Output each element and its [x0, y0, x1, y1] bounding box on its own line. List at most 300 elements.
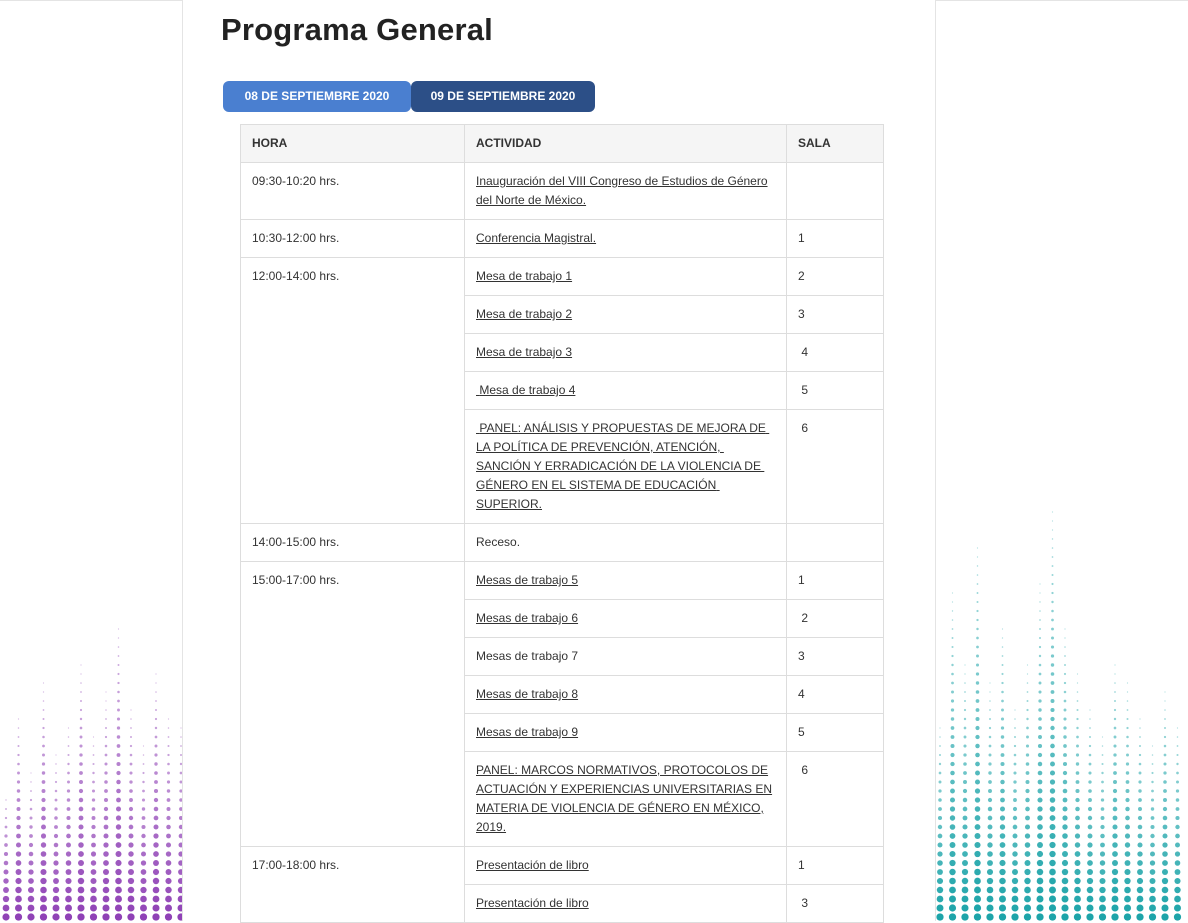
- decorative-dot: [950, 806, 955, 811]
- decorative-dot: [1063, 780, 1067, 784]
- decorative-dot: [116, 798, 121, 803]
- decorative-dot: [91, 825, 95, 829]
- decorative-dot: [952, 637, 954, 639]
- decorative-dot: [154, 807, 159, 812]
- decorative-dot: [15, 905, 22, 912]
- decorative-dot: [1013, 834, 1018, 839]
- decorative-dot: [1052, 556, 1054, 558]
- decorative-dot: [1149, 887, 1155, 893]
- hora-cell: 15:00-17:00 hrs.: [241, 562, 465, 847]
- decorative-dot: [976, 655, 979, 658]
- decorative-dot: [1138, 825, 1143, 830]
- actividad-cell: [465, 885, 787, 923]
- decorative-dot: [1138, 816, 1142, 820]
- decorative-dot: [1137, 869, 1143, 875]
- decorative-dot: [1052, 574, 1054, 576]
- decorative-dot: [2, 913, 9, 920]
- decorative-dot: [936, 913, 943, 920]
- decorative-dot: [1125, 807, 1129, 811]
- decorative-dot: [129, 816, 133, 820]
- decorative-dot: [167, 772, 170, 775]
- actividad-cell: [465, 220, 787, 258]
- activity-link[interactable]: Inauguración del VIII Congreso de Estudios de Género del Norte de México.: [476, 174, 768, 207]
- decorative-dot: [1051, 663, 1054, 666]
- decorative-dot: [154, 753, 157, 756]
- decorative-dot: [950, 753, 954, 757]
- decorative-dot: [29, 825, 32, 828]
- decorative-dots-purple: [0, 621, 184, 921]
- decorative-dot: [1049, 860, 1056, 867]
- decorative-dot: [105, 691, 106, 692]
- decorative-dot: [80, 682, 82, 684]
- decorative-dot: [1099, 878, 1105, 884]
- decorative-dot: [1114, 736, 1117, 739]
- decorative-dot: [963, 780, 967, 784]
- actividad-cell: [465, 372, 787, 410]
- decorative-dot: [167, 763, 170, 766]
- decorative-dot: [1126, 771, 1129, 774]
- decorative-dot: [975, 779, 980, 784]
- decorative-dot: [130, 745, 132, 747]
- decorative-dot: [1174, 878, 1180, 884]
- decorative-dot: [939, 736, 941, 738]
- decorative-dot: [1077, 709, 1079, 711]
- decorative-dot: [67, 789, 70, 792]
- decorative-dot: [1038, 699, 1041, 702]
- decorative-dot: [1051, 637, 1054, 640]
- decorative-dot: [1049, 913, 1056, 920]
- decorative-dot: [129, 771, 132, 774]
- decorative-dot: [168, 727, 170, 729]
- decorative-dot: [118, 655, 120, 657]
- decorative-dot: [129, 780, 132, 783]
- decorative-dot: [91, 860, 96, 865]
- decorative-dot: [1163, 807, 1167, 811]
- decorative-dot: [987, 878, 993, 884]
- decorative-dot: [951, 744, 955, 748]
- decorative-dot: [977, 565, 978, 566]
- decorative-dot: [1139, 727, 1141, 729]
- decorative-dot: [165, 913, 172, 920]
- activity-link[interactable]: Mesas de trabajo 6: [476, 611, 579, 625]
- decorative-dot: [105, 727, 107, 729]
- decorative-dot: [28, 905, 35, 912]
- decorative-dot: [1088, 789, 1092, 793]
- sala-cell: 3: [787, 885, 884, 923]
- sala-cell: 1: [787, 562, 884, 600]
- activity-link[interactable]: Mesa de trabajo 3: [476, 345, 573, 359]
- decorative-dot: [1114, 709, 1116, 711]
- activity-link[interactable]: PANEL: ANÁLISIS Y PROPUESTAS DE MEJORA DE LA POLÍTICA DE PREVENCIÓN, ATENCIÓN, SANCIÓN Y ERRADICACIÓN DE LA VIOLENCIA DE GÉNERO EN EL SISTEMA DE EDUCACIÓN SUPERIOR.: [476, 421, 770, 511]
- decorative-dot: [102, 904, 109, 911]
- decorative-dot: [166, 834, 171, 839]
- decorative-dot: [1089, 763, 1092, 766]
- decorative-dot: [1063, 753, 1067, 757]
- decorative-dot: [1014, 709, 1015, 710]
- decorative-dot: [1100, 825, 1104, 829]
- decorative-dot: [1000, 842, 1006, 848]
- decorative-dot: [949, 896, 956, 903]
- decorative-dot: [988, 762, 991, 765]
- table-row: [241, 163, 884, 220]
- decorative-dot: [129, 789, 133, 793]
- decorative-dot: [1101, 798, 1104, 801]
- decorative-dot: [128, 896, 135, 903]
- decorative-dot: [1175, 825, 1179, 829]
- decorative-dot: [104, 825, 109, 830]
- decorative-dot: [68, 727, 69, 728]
- decorative-dot: [4, 870, 9, 875]
- decorative-dot: [16, 834, 21, 839]
- decorative-dot: [5, 799, 6, 800]
- activity-link[interactable]: Presentación de libro: [476, 896, 589, 910]
- decorative-dot: [1164, 727, 1166, 729]
- decorative-dot: [1014, 718, 1016, 720]
- decorative-dot: [65, 887, 71, 893]
- decorative-dot: [1026, 744, 1029, 747]
- decorative-dot: [103, 869, 109, 875]
- decorative-dot: [1038, 753, 1042, 757]
- decorative-dot: [55, 799, 58, 802]
- decorative-dot: [937, 860, 943, 866]
- decorative-dot: [1000, 780, 1004, 784]
- decorative-dot: [155, 745, 158, 748]
- decorative-dot: [1125, 798, 1129, 802]
- decorative-dot: [142, 807, 145, 810]
- decorative-dot: [77, 913, 84, 920]
- activity-link[interactable]: Mesas de trabajo 8: [476, 687, 579, 701]
- sala-cell: 6: [787, 752, 884, 847]
- tab-09-septiembre[interactable]: 09 DE SEPTIEMBRE 2020: [411, 81, 595, 112]
- decorative-dot: [143, 763, 145, 765]
- decorative-dot: [1161, 904, 1168, 911]
- decorative-dot: [1087, 896, 1094, 903]
- decorative-dot: [130, 727, 132, 729]
- decorative-dot: [986, 904, 993, 911]
- decorative-dot: [1074, 896, 1081, 903]
- decorative-dot: [17, 807, 21, 811]
- decorative-dot: [974, 878, 981, 885]
- decorative-dot: [80, 691, 82, 693]
- decorative-dot: [950, 842, 956, 848]
- decorative-dot: [952, 610, 953, 611]
- decorative-dot: [989, 718, 991, 720]
- activity-link[interactable]: Mesa de trabajo 4: [476, 383, 576, 397]
- decorative-dot: [1076, 753, 1079, 756]
- decorative-dot: [1087, 869, 1093, 875]
- decorative-dot: [1024, 913, 1031, 920]
- decorative-dot: [78, 869, 84, 875]
- decorative-dot: [976, 717, 980, 721]
- decorative-dot: [1075, 789, 1079, 793]
- decorative-dot: [1049, 869, 1056, 876]
- decorative-dot: [1012, 887, 1019, 894]
- decorative-dot: [1137, 905, 1144, 912]
- decorative-dot: [140, 896, 147, 903]
- decorative-dot: [1012, 860, 1018, 866]
- decorative-dot: [949, 851, 955, 857]
- decorative-dot: [166, 860, 172, 866]
- decorative-dot: [1051, 645, 1054, 648]
- decorative-dot: [962, 842, 968, 848]
- decorative-dot: [117, 700, 120, 703]
- decorative-dot: [1012, 851, 1017, 856]
- decorative-dot: [55, 763, 56, 764]
- sala-cell: 1: [787, 220, 884, 258]
- decorative-dot: [937, 905, 944, 912]
- decorative-dot: [79, 744, 82, 747]
- decorative-dot: [30, 790, 32, 792]
- sala-cell: 3: [787, 296, 884, 334]
- decorative-dot: [1076, 780, 1080, 784]
- decorative-dot: [938, 843, 943, 848]
- decorative-dot: [1101, 816, 1105, 820]
- decorative-dot: [1051, 654, 1054, 657]
- decorative-dot: [1062, 860, 1068, 866]
- decorative-dot: [1001, 726, 1004, 729]
- decorative-dot: [950, 815, 955, 820]
- decorative-dot: [939, 781, 942, 784]
- decorative-dot: [40, 913, 47, 920]
- decorative-dot: [92, 807, 96, 811]
- decorative-dot: [1102, 745, 1104, 747]
- decorative-dot: [976, 672, 979, 675]
- activity-link[interactable]: Mesas de trabajo 5: [476, 573, 579, 587]
- tab-08-septiembre[interactable]: 08 DE SEPTIEMBRE 2020: [223, 81, 411, 112]
- decorative-dot: [40, 878, 46, 884]
- decorative-dot: [1176, 763, 1178, 765]
- decorative-dot: [975, 815, 981, 821]
- decorative-dot: [155, 736, 158, 739]
- decorative-dot: [976, 663, 979, 666]
- decorative-dot: [104, 807, 108, 811]
- decorative-dot: [28, 896, 34, 902]
- decorative-dot: [962, 869, 968, 875]
- decorative-dot: [962, 860, 968, 866]
- decorative-dot: [105, 745, 108, 748]
- decorative-dot: [987, 851, 993, 857]
- decorative-dot: [1074, 869, 1080, 875]
- decorative-dot: [16, 851, 21, 856]
- activity-link[interactable]: Mesa de trabajo 1: [476, 269, 573, 283]
- decorative-dot: [952, 592, 953, 593]
- activity-link[interactable]: Presentación de libro: [476, 858, 589, 872]
- decorative-dot: [962, 833, 967, 838]
- decorative-dot: [1113, 807, 1118, 812]
- decorative-dot: [43, 682, 44, 683]
- decorative-dot: [130, 718, 132, 720]
- decorative-dot: [17, 772, 20, 775]
- activity-link[interactable]: Mesas de trabajo 9: [476, 725, 579, 739]
- decorative-dot: [1101, 807, 1105, 811]
- decorative-dot: [1037, 887, 1044, 894]
- decorative-dot: [952, 628, 954, 630]
- decorative-dot: [986, 913, 993, 920]
- decorative-dot: [29, 834, 33, 838]
- decorative-dot: [1051, 690, 1055, 694]
- decorative-dot: [1176, 789, 1179, 792]
- decorative-dot: [1038, 708, 1041, 711]
- decorative-dot: [951, 691, 954, 694]
- decorative-dot: [937, 887, 943, 893]
- decorative-dot: [155, 727, 157, 729]
- decorative-dot: [963, 753, 966, 756]
- decorative-dot: [78, 824, 83, 829]
- decorative-dot: [1050, 744, 1055, 749]
- decorative-dot: [1062, 878, 1069, 885]
- decorative-dot: [90, 878, 96, 884]
- activity-link[interactable]: Mesa de trabajo 2: [476, 307, 573, 321]
- decorative-dot: [1150, 860, 1155, 865]
- decorative-dot: [41, 816, 46, 821]
- decorative-dot: [155, 700, 157, 702]
- decorative-dot: [1164, 718, 1166, 720]
- decorative-dot: [1025, 842, 1031, 848]
- decorative-dot: [1039, 601, 1040, 602]
- decorative-dot: [1124, 904, 1131, 911]
- decorative-dot: [1151, 772, 1153, 774]
- decorative-dot: [1113, 762, 1117, 766]
- decorative-dot: [1150, 843, 1155, 848]
- activity-link[interactable]: Conferencia Magistral.: [476, 231, 597, 245]
- decorative-dot: [1049, 878, 1056, 885]
- decorative-dot: [951, 673, 954, 676]
- decorative-dot: [1012, 878, 1018, 884]
- decorative-dot: [141, 869, 147, 875]
- decorative-dot: [78, 851, 84, 857]
- decorative-dot: [18, 718, 19, 719]
- decorative-dot: [105, 700, 106, 701]
- decorative-dot: [117, 673, 119, 675]
- decorative-dot: [1139, 772, 1142, 775]
- decorative-dot: [1139, 745, 1141, 747]
- decorative-dot: [117, 709, 120, 712]
- decorative-dot: [140, 913, 147, 920]
- decorative-dot: [1077, 700, 1079, 702]
- decorative-dot: [975, 753, 980, 758]
- decorative-dot: [1174, 887, 1180, 893]
- decorative-dot: [1088, 825, 1093, 830]
- decorative-dot: [1126, 727, 1128, 729]
- decorative-dot: [987, 887, 994, 894]
- decorative-dot: [1037, 815, 1042, 820]
- decorative-dot: [140, 905, 147, 912]
- decorative-dot: [976, 610, 978, 612]
- decorative-dot: [1176, 781, 1179, 784]
- decorative-dot: [66, 834, 71, 839]
- decorative-dot: [55, 772, 57, 774]
- decorative-dot: [103, 851, 109, 857]
- decorative-dot: [1075, 833, 1080, 838]
- decorative-dot: [950, 833, 956, 839]
- decorative-dot: [1100, 843, 1105, 848]
- decorative-dot: [53, 887, 59, 893]
- decorative-dot: [974, 851, 980, 857]
- decorative-dot: [118, 664, 120, 666]
- decorative-dot: [1049, 833, 1055, 839]
- decorative-dot: [53, 869, 59, 875]
- decorative-dot: [167, 807, 171, 811]
- decorative-dot: [55, 781, 57, 783]
- decorative-dot: [1137, 896, 1144, 903]
- decorative-dot: [1077, 691, 1079, 693]
- table-row: [241, 220, 884, 258]
- decorative-dot: [1002, 664, 1004, 666]
- decorative-dot: [1138, 789, 1141, 792]
- decorative-dot: [117, 735, 120, 738]
- decorative-dot: [1064, 664, 1066, 666]
- decorative-dot: [43, 709, 45, 711]
- decorative-dot: [15, 896, 22, 903]
- decorative-dot: [1000, 815, 1005, 820]
- decorative-dot: [1161, 913, 1168, 920]
- decorative-dot: [117, 744, 121, 748]
- decorative-dot: [92, 763, 94, 765]
- actividad-cell: [465, 258, 787, 296]
- decorative-dot: [974, 869, 981, 876]
- decorative-dot: [91, 834, 96, 839]
- decorative-dot: [1051, 672, 1055, 676]
- decorative-dot: [104, 780, 108, 784]
- decorative-dot: [1151, 807, 1154, 810]
- decorative-dot: [950, 824, 956, 830]
- decorative-dot: [950, 771, 955, 776]
- decorative-dot: [939, 754, 941, 756]
- decorative-dot: [166, 825, 171, 830]
- decorative-dot: [130, 763, 133, 766]
- actividad-cell: [465, 847, 787, 885]
- decorative-dot: [1039, 610, 1041, 612]
- page-title: Programa General: [221, 12, 493, 47]
- decorative-dot: [42, 780, 46, 784]
- decorative-dot: [117, 726, 120, 729]
- decorative-dot: [29, 843, 33, 847]
- decorative-dot: [104, 789, 108, 793]
- decorative-dot: [1089, 754, 1092, 757]
- decorative-dot: [43, 691, 44, 692]
- decorative-dot: [1177, 745, 1179, 747]
- decorative-dot: [1039, 637, 1041, 639]
- hora-cell: 09:30-10:20 hrs.: [241, 163, 465, 220]
- decorative-dot: [1051, 592, 1053, 594]
- decorative-dot: [962, 887, 969, 894]
- decorative-dot: [975, 797, 980, 802]
- decorative-dot: [1176, 807, 1180, 811]
- decorative-dot: [938, 816, 942, 820]
- decorative-dot: [1051, 583, 1053, 585]
- decorative-dot: [65, 905, 72, 912]
- decorative-dot: [105, 709, 107, 711]
- decorative-dot: [128, 842, 133, 847]
- decorative-dot: [1038, 744, 1042, 748]
- decorative-dot: [28, 869, 33, 874]
- actividad-cell: [465, 410, 787, 524]
- decorative-dot: [1113, 744, 1116, 747]
- decorative-dot: [1111, 913, 1118, 920]
- activity-link[interactable]: PANEL: MARCOS NORMATIVOS, PROTOCOLOS DE ACTUACIÓN Y EXPERIENCIAS UNIVERSITARIAS EN MATERIA DE VIOLENCIA DE GÉNERO EN MÉXICO, 2019.: [476, 763, 773, 834]
- decorative-dot: [1049, 851, 1055, 857]
- decorative-dot: [115, 913, 122, 920]
- decorative-dot: [976, 681, 979, 684]
- decorative-dot: [1124, 913, 1131, 920]
- decorative-dot: [92, 781, 95, 784]
- decorative-dot: [142, 798, 145, 801]
- decorative-dot: [93, 745, 95, 747]
- decorative-dot: [1037, 833, 1043, 839]
- decorative-dot: [18, 727, 20, 729]
- decorative-dot: [115, 869, 121, 875]
- decorative-dot: [1075, 816, 1080, 821]
